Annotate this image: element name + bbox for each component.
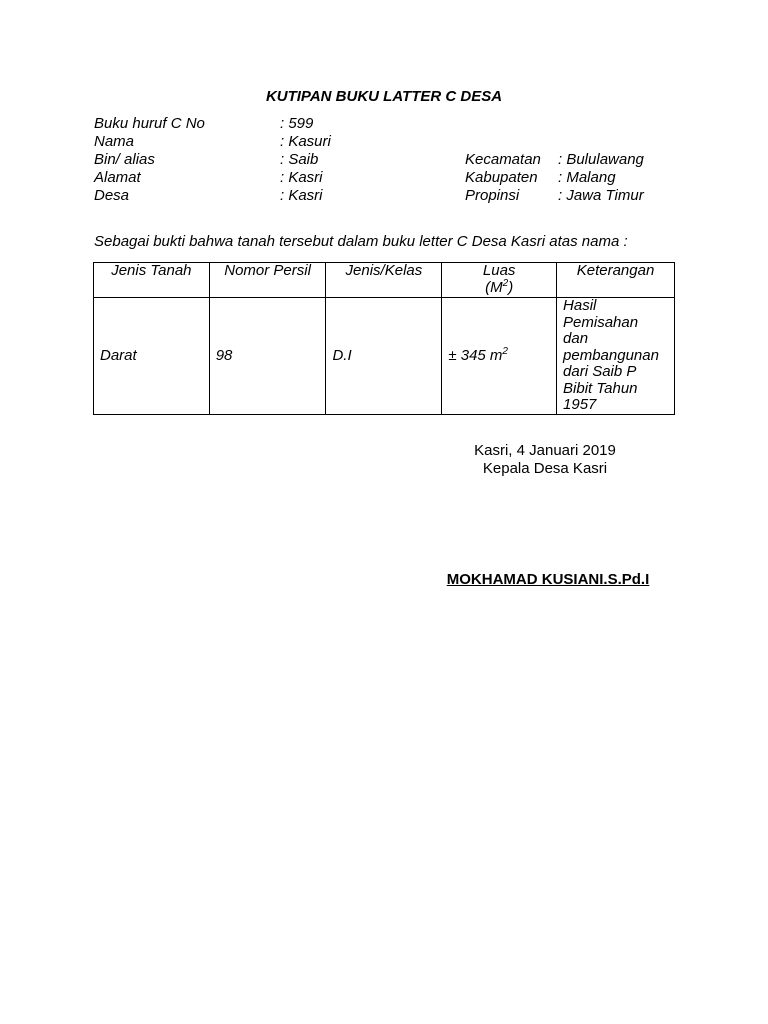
cell-jenis-tanah: Darat	[94, 298, 210, 415]
info-label: Nama	[94, 133, 135, 150]
info-value: : Bululawang	[558, 151, 644, 168]
header-luas	[442, 263, 557, 298]
header-luas-unit	[485, 279, 513, 296]
keterangan-line: Pemisahan	[563, 313, 639, 331]
signature-position: Kepala Desa Kasri	[482, 460, 608, 477]
info-value: : Kasuri	[280, 133, 331, 150]
cell-luas-value: ± 345 m	[448, 346, 503, 364]
document-title: KUTIPAN BUKU LATTER C DESA	[265, 88, 503, 105]
header-luas-line1: Luas	[482, 262, 516, 279]
keterangan-line: dari Saib P	[563, 363, 637, 380]
info-value: : 599	[280, 115, 314, 132]
keterangan-line: pembangunan	[563, 346, 659, 364]
info-value: : Malang	[558, 169, 616, 186]
table-row	[94, 298, 675, 415]
header-jenis-tanah: Jenis Tanah	[94, 263, 210, 298]
info-label: Bin/ alias	[94, 151, 155, 168]
info-label: Desa	[94, 187, 130, 204]
keterangan-line: dan	[563, 330, 589, 347]
info-label: Kabupaten	[465, 169, 538, 186]
cell-luas	[442, 298, 557, 415]
land-table	[93, 262, 675, 415]
signature-place-date: Kasri, 4 Januari 2019	[474, 442, 616, 459]
cell-nomor-persil: 98	[209, 298, 326, 415]
info-value: : Jawa Timur	[558, 187, 644, 204]
info-label: Kecamatan	[465, 151, 541, 168]
header-luas-unit-pre: (M	[485, 278, 503, 296]
keterangan-line: 1957	[563, 396, 597, 413]
keterangan-line: Bibit Tahun	[563, 379, 638, 397]
info-value: : Kasri	[280, 187, 323, 204]
intro-text: Sebagai bukti bahwa tanah tersebut dalam buku letter C Desa Kasri atas nama :	[94, 233, 628, 250]
header-keterangan: Keterangan	[557, 263, 675, 298]
keterangan-line: Hasil	[563, 297, 597, 314]
info-value: : Kasri	[280, 169, 323, 186]
cell-keterangan	[557, 298, 675, 415]
header-nomor-persil: Nomor Persil	[209, 263, 326, 298]
header-jenis-kelas: Jenis/Kelas	[326, 263, 442, 298]
info-label: Buku huruf C No	[94, 115, 205, 132]
info-label: Propinsi	[465, 187, 520, 204]
info-left	[94, 115, 394, 207]
cell-jenis-kelas: D.I	[326, 298, 442, 415]
info-value: : Saib	[280, 151, 319, 168]
header-luas-unit-sup: 2	[502, 277, 509, 289]
cell-luas-sup: 2	[502, 345, 508, 357]
table-header-row	[94, 263, 675, 298]
header-luas-unit-post: )	[508, 278, 514, 296]
info-label: Alamat	[94, 169, 141, 186]
info-right	[465, 151, 685, 207]
signature-name: MOKHAMAD KUSIANI.S.Pd.I	[446, 571, 650, 588]
